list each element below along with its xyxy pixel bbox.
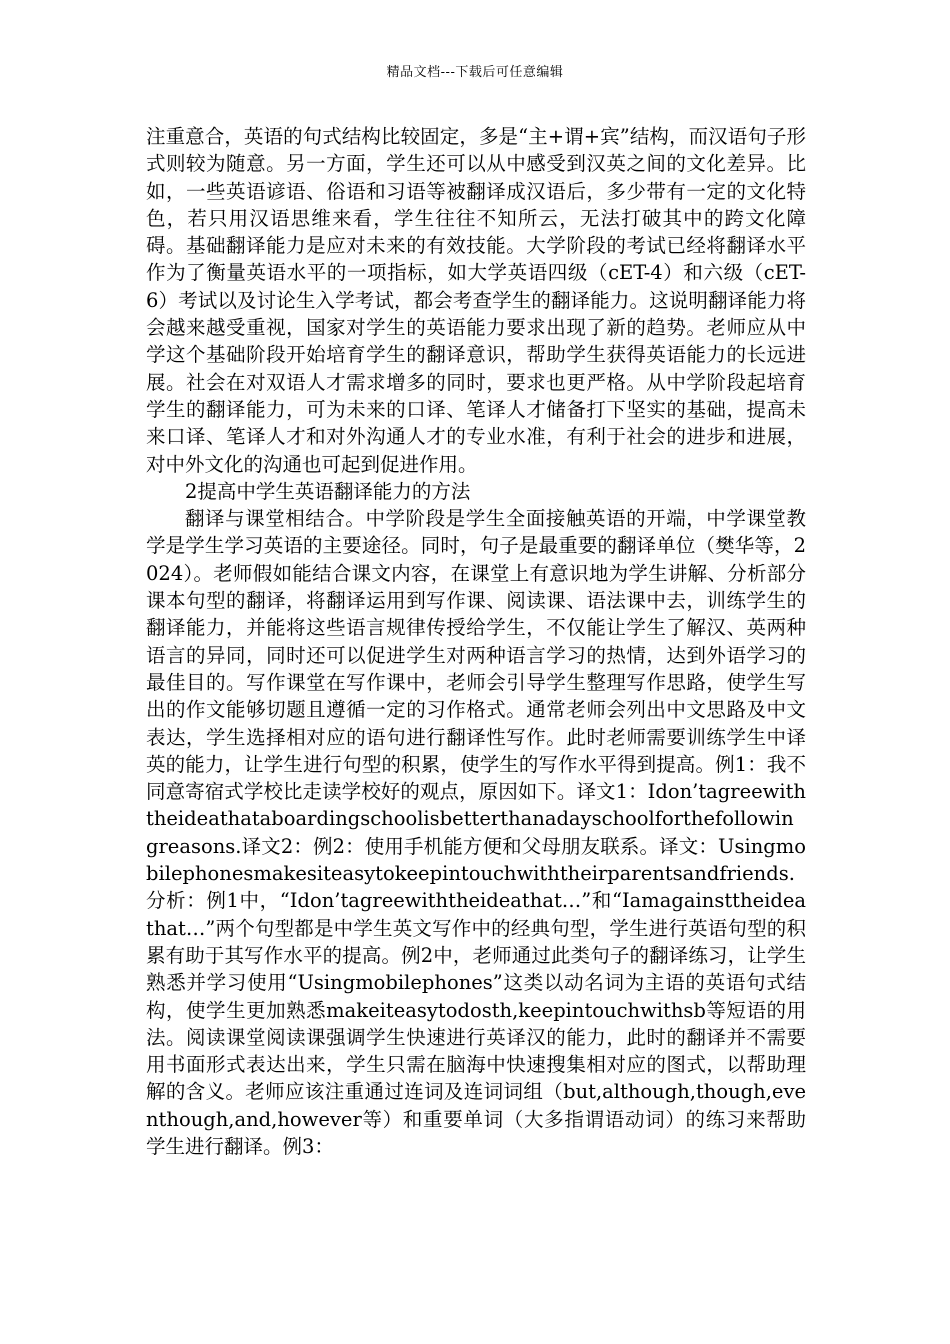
paragraph-1: 注重意合，英语的句式结构比较固定，多是“主+谓+宾”结构，而汉语句子形式则较为随意。另一方面，学生还可以从中感受到汉英之间的文化差异。比如，一些英语谚语、俗语和习语等被翻译成汉语后，多少带有一定的文化特色，若只用汉语思维来看，学生往往不知所云，无法打破其中的跨文化障碍。基础翻译能力是应对未来的有效技能。大学阶段的考试已经将翻译水平作为了衡量英语水平的一项指标，如大学英语四级（cET-4）和六级（cET-6）考试以及讨论生入学考试，都会考查学生的翻译能力。这说明翻译能力将会越来越受重视，国家对学生的英语能力要求出现了新的趋势。老师应从中学这个基础阶段开始培育学生的翻译意识，帮助学生获得英语能力的长远进展。社会在对双语人才需求增多的同时，要求也更严格。从中学阶段起培育学生的翻译能力，可为未来的口译、笔译人才储备打下坚实的基础，提高未来口译、笔译人才和对外沟通人才的专业水准，有利于社会的进步和进展，对中外文化的沟通也可起到促进作用。 xyxy=(146,125,806,476)
section-heading: 2提高中学生英语翻译能力的方法 xyxy=(185,479,471,503)
document-body xyxy=(146,123,806,1160)
page-header: 精品文档---下载后可任意编辑 xyxy=(386,65,564,80)
paragraph-2: 翻译与课堂相结合。中学阶段是学生全面接触英语的开端，中学课堂教学是学生学习英语的主要途径。同时，句子是最重要的翻译单位（樊华等，2024）。老师假如能结合课文内容，在课堂上有意识地为学生讲解、分析部分课本句型的翻译，将翻译运用到写作课、阅读课、语法课中去，训练学生的翻译能力，并能将这些语言规律传授给学生，不仅能让学生了解汉、英两种语言的异同，同时还可以促进学生对两种语言学习的热情，达到外语学习的最佳目的。写作课堂在写作课中，老师会引导学生整理写作思路，使学生写出的作文能够切题且遵循一定的习作格式。通常老师会列出中文思路及中文表达，学生选择相对应的语句进行翻译性写作。此时老师需要训练学生中译英的能力，让学生进行句型的积累，使学生的写作水平得到提高。例1：我不同意寄宿式学校比走读学校好的观点，原因如下。译文1：Idon’tagreewiththeideathataboardingschoolisbetterthanadayschoolforthefollowingreasons.译文2：例2：使用手机能方便和父母朋友联系。译文：Usingmobilephonesmakesiteasytokeepintouchwiththeirparentsandfriends.分析：例1中，“Idon’tagreewiththeideathat…”和“Iamagainsttheideathat…”两个句型都是中学生英文写作中的经典句型，学生进行英语句型的积累有助于其写作水平的提高。例2中，老师通过此类句子的翻译练习，让学生熟悉并学习使用“Usingmobilephones”这类以动名词为主语的英语句式结构，使学生更加熟悉makeiteasytodosth,keepintouchwithsb等短语的用法。阅读课堂阅读课强调学生快速进行英译汉的能力，此时的翻译并不需要用书面形式表达出来，学生只需在脑海中快速搜集相对应的图式，以帮助理解的含义。老师应该注重通过连词及连词词组（but,although,though,eventhough,and,however等）和重要单词（大多指谓语动词）的练习来帮助学生进行翻译。例3： xyxy=(146,507,806,1158)
